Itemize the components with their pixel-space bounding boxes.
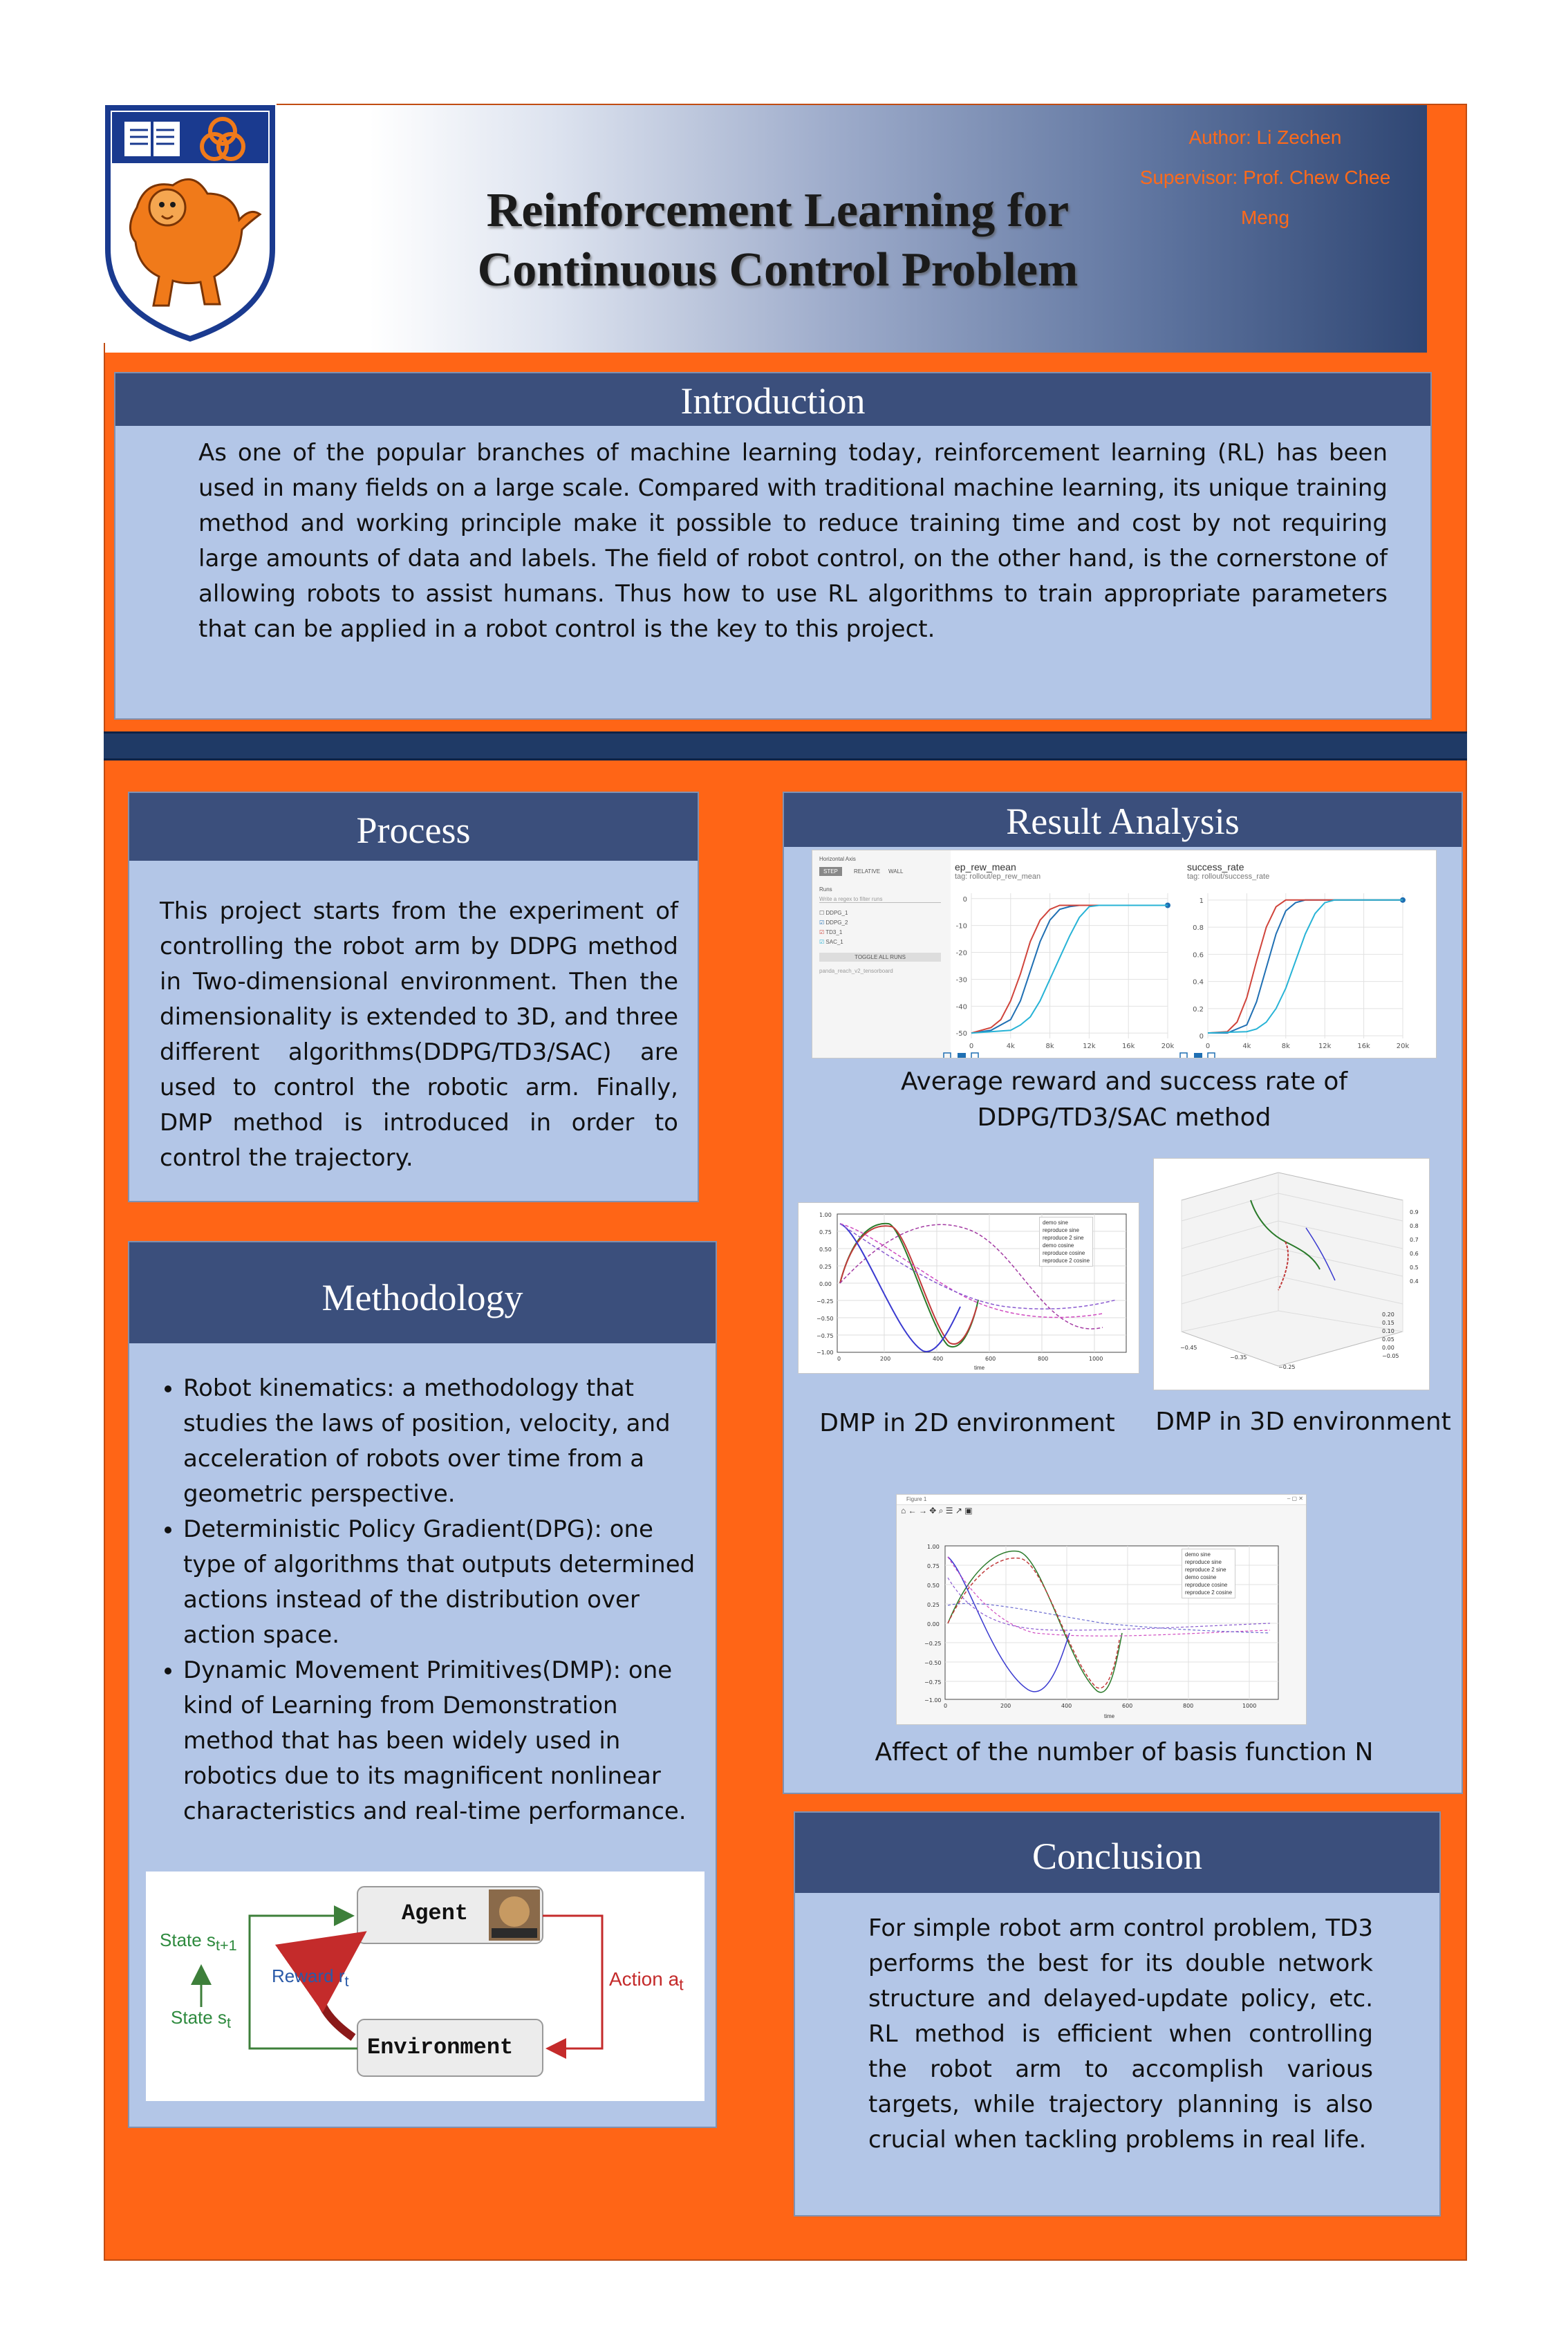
tb-run-sac[interactable]: ☑ SAC_1 (819, 939, 843, 945)
svg-text:−0.25: −0.25 (924, 1641, 942, 1647)
svg-text:0.6: 0.6 (1410, 1251, 1419, 1257)
svg-text:0.00: 0.00 (927, 1621, 940, 1627)
svg-text:0.75: 0.75 (819, 1229, 832, 1235)
caption-average-reward-line2: DDPG/TD3/SAC method (977, 1103, 1271, 1132)
svg-text:0: 0 (837, 1356, 841, 1362)
chart1-ytick-label: 0 (1199, 1033, 1204, 1041)
chart-reward-tag: tag: rollout/ep_rew_mean (955, 872, 1041, 881)
svg-text:1.00: 1.00 (927, 1544, 940, 1550)
expand-icon (1180, 1053, 1187, 1058)
svg-text:0.00: 0.00 (1382, 1345, 1394, 1351)
svg-text:0.7: 0.7 (1410, 1237, 1419, 1243)
caption-dmp-2d: DMP in 2D environment (819, 1409, 1115, 1437)
university-crest-icon (104, 104, 277, 343)
svg-text:400: 400 (1061, 1703, 1072, 1709)
zoom-icon[interactable]: ⌕ (938, 1506, 944, 1515)
figure-xlabel: time (1104, 1713, 1115, 1719)
caption-average-reward (812, 1064, 1437, 1136)
chart1-xtick-label: 0 (1205, 1043, 1211, 1050)
process-heading: Process (129, 793, 698, 861)
chart0-xtick-label: 12k (1083, 1043, 1096, 1050)
chart1-ytick-label: 0.2 (1193, 1005, 1204, 1014)
svg-text:600: 600 (985, 1356, 996, 1362)
methodology-list (143, 1371, 696, 1829)
process-panel (128, 792, 699, 1202)
chart1-xtick-label: 4k (1242, 1043, 1251, 1050)
chart0-ytick-label: -20 (955, 949, 967, 958)
svg-text:0.25: 0.25 (927, 1602, 940, 1608)
chart0-series-line (971, 906, 1168, 1034)
chart0-xtick-label: 4k (1006, 1043, 1015, 1050)
svg-text:0.75: 0.75 (927, 1563, 940, 1569)
svg-text:0.9: 0.9 (1410, 1209, 1419, 1215)
svg-text:0.05: 0.05 (1382, 1336, 1394, 1343)
chart1-xtick-label: 12k (1318, 1043, 1332, 1050)
figure-window (896, 1494, 1307, 1725)
chart0-ytick-label: -10 (955, 922, 967, 931)
window-controls-icon[interactable]: – ▢ ✕ (1287, 1495, 1303, 1502)
figure-legend: demo sine reproduce sine reproduce 2 sine demo cosine reproduce cosine reproduce 2 cosine (1182, 1549, 1235, 1598)
svg-text:0.4: 0.4 (1410, 1278, 1419, 1285)
title-line-1: Reinforcement Learning for (486, 184, 1070, 237)
caption-basis-function: Affect of the number of basis function N (875, 1738, 1374, 1766)
result-analysis-panel (783, 792, 1463, 1794)
conclusion-text: For simple robot arm control problem, TD3 performs the best for its double network structure and delayed-update policy, etc. RL method is efficient when controlling the robot arm to accomplish various targets, while trajectory planning is also crucial when tackling problems in real life. (868, 1914, 1373, 2154)
svg-text:−0.25: −0.25 (816, 1298, 834, 1305)
data-table-icon (958, 1053, 966, 1058)
chart1-series-line (1208, 900, 1403, 1033)
svg-text:0.25: 0.25 (819, 1264, 832, 1270)
svg-text:0.8: 0.8 (1410, 1223, 1419, 1229)
svg-text:0.20: 0.20 (1382, 1312, 1394, 1318)
svg-text:−0.05: −0.05 (1382, 1353, 1399, 1359)
svg-text:0.10: 0.10 (1382, 1328, 1394, 1334)
rl-loop-diagram (146, 1872, 704, 2101)
introduction-heading: Introduction (115, 373, 1430, 426)
caption-average-reward-line1: Average reward and success rate of (900, 1067, 1348, 1096)
svg-text:200: 200 (1000, 1703, 1011, 1709)
dmp-3d-plot (1153, 1158, 1430, 1390)
fit-domain-icon (1208, 1053, 1215, 1058)
svg-text:0: 0 (944, 1703, 948, 1709)
chart1-series-line (1208, 900, 1403, 1033)
author-name: Author: Li Zechen (1188, 127, 1342, 148)
chart0-xtick-label: 0 (969, 1043, 974, 1050)
chart0-ytick-label: 0 (962, 895, 967, 904)
chart0-xtick-label: 16k (1121, 1043, 1135, 1050)
process-text: This project starts from the experiment of controlling the robot arm by DDPG method in Two-dimensional environment. Then the dimensionality is extended to 3D, and three different algorithms(DDPG/TD3/SAC) are used to control the robotic arm. Finally, DMP method is introduced in order to control the trajectory. (160, 897, 678, 1172)
methodology-item-dpg: • Deterministic Policy Gradient(DPG): one type of algorithms that outputs determined actions instead of the distribution over action space. (183, 1512, 696, 1653)
action-label: Action $a_t$ (609, 1968, 684, 1994)
tb-toggle-all-button[interactable]: TOGGLE ALL RUNS (819, 953, 941, 962)
chart1-ytick-label: 1 (1199, 897, 1204, 905)
introduction-text: As one of the popular branches of machine learning today, reinforcement learning (RL) has been used in many fields on a large scale. Compared with traditional machine learning, its unique training method and working principle make it possible to reduce training time and cost by not requiring large amounts of data and labels. The field of robot control, on the other hand, is the cornerstone of allowing robots to assist humans. Thus how to use RL algorithms to train appropriate parameters that can be applied in a robot control is the key to this project. (198, 439, 1388, 643)
svg-text:1000: 1000 (1242, 1703, 1257, 1709)
chart0-ytick-label: -40 (955, 1003, 967, 1011)
pan-icon[interactable]: ✥ (929, 1506, 937, 1515)
svg-text:−0.25: −0.25 (1278, 1364, 1296, 1370)
edit-curve-icon[interactable]: ↗ (955, 1506, 962, 1515)
agent-label: Agent (402, 1901, 469, 1926)
fit-domain-icon (971, 1053, 978, 1058)
svg-text:0.50: 0.50 (819, 1247, 832, 1253)
svg-text:0.00: 0.00 (819, 1281, 832, 1287)
dmp-2d-xlabel: time (974, 1365, 985, 1371)
tb-runs-label: Runs (819, 886, 832, 893)
methodology-panel (128, 1241, 717, 2128)
tb-axis-toggle: Horizontal Axis (819, 856, 856, 862)
chart-success-title: success_rate (1187, 861, 1244, 872)
data-table-icon (1194, 1053, 1202, 1058)
state-label: State $s_t$ (171, 2007, 231, 2032)
svg-text:800: 800 (1183, 1703, 1194, 1709)
reward-label: Reward $r_t$ (272, 1966, 349, 1990)
svg-text:−0.50: −0.50 (816, 1316, 834, 1322)
methodology-list-wrap (143, 1371, 696, 1829)
tb-tab-wall[interactable]: WALL (888, 868, 904, 875)
state-next-label: State $s_{t+1}$ (160, 1930, 237, 1954)
methodology-item-kinematics: • Robot kinematics: a methodology that studies the laws of position, velocity, and acceleration of robots over time from a geometric perspective. (183, 1371, 696, 1512)
save-icon[interactable]: ▣ (964, 1506, 973, 1515)
chart1-ytick-label: 0.6 (1193, 951, 1204, 960)
chart0-xtick-label: 20k (1161, 1043, 1175, 1050)
caption-dmp-3d: DMP in 3D environment (1155, 1408, 1451, 1436)
svg-text:200: 200 (880, 1356, 891, 1362)
dmp-2d-legend: demo sine reproduce sine reproduce 2 sine demo cosine reproduce cosine reproduce 2 cosine (1039, 1217, 1093, 1267)
tb-run-path: panda_reach_v2_tensorboard (819, 968, 893, 974)
chart0-xtick-label: 8k (1045, 1043, 1054, 1050)
conclusion-panel (794, 1811, 1441, 2216)
svg-text:−0.75: −0.75 (924, 1679, 942, 1686)
svg-text:−0.45: −0.45 (1180, 1345, 1197, 1351)
svg-text:400: 400 (933, 1356, 944, 1362)
tb-filter-input[interactable]: Write a regex to filter runs (819, 896, 941, 903)
tb-tab-step[interactable]: STEP (819, 867, 842, 876)
chart0-series-line (971, 906, 1168, 1034)
section-divider (104, 731, 1467, 760)
methodology-heading: Methodology (129, 1242, 716, 1343)
tb-run-ddpg1[interactable]: ☐ DDPG_1 (819, 910, 848, 916)
expand-icon (944, 1053, 951, 1058)
svg-text:0.50: 0.50 (927, 1583, 940, 1589)
configure-icon[interactable]: ☰ (945, 1506, 953, 1515)
tensorboard-screenshot (812, 850, 1437, 1058)
environment-label: Environment (367, 2035, 514, 2060)
svg-text:−0.35: −0.35 (1230, 1354, 1247, 1361)
chart1-xtick-label: 16k (1357, 1043, 1370, 1050)
svg-text:−1.00: −1.00 (924, 1697, 942, 1704)
methodology-item-dmp: • Dynamic Movement Primitives(DMP): one kind of Learning from Demonstration method that has been widely used in robotics due to its magnificent nonlinear characteristics and real-time performance. (183, 1653, 696, 1829)
chart-reward-title: ep_rew_mean (955, 861, 1016, 872)
svg-text:−1.00: −1.00 (816, 1350, 834, 1356)
tb-run-td3[interactable]: ☑ TD3_1 (819, 929, 843, 935)
tb-tab-relative[interactable]: RELATIVE (854, 868, 881, 875)
dmp-2d-plot (798, 1202, 1139, 1374)
chart1-ytick-label: 0.4 (1193, 978, 1204, 987)
result-analysis-heading: Result Analysis (784, 793, 1462, 847)
chart0-series-line (971, 906, 1168, 1034)
svg-text:1000: 1000 (1089, 1356, 1103, 1362)
chart1-xtick-label: 8k (1281, 1043, 1290, 1050)
svg-text:600: 600 (1122, 1703, 1133, 1709)
home-icon[interactable]: ⌂ (901, 1506, 906, 1515)
svg-text:0.15: 0.15 (1382, 1320, 1394, 1326)
chart-success-tag: tag: rollout/success_rate (1187, 872, 1270, 881)
svg-text:−0.75: −0.75 (816, 1333, 834, 1339)
supervisor-name: Supervisor: Prof. Chew Chee Meng (1139, 167, 1391, 228)
svg-text:1.00: 1.00 (819, 1212, 832, 1218)
forward-arrow-icon[interactable]: → (918, 1506, 927, 1515)
chart1-xtick-label: 20k (1396, 1043, 1410, 1050)
svg-text:800: 800 (1038, 1356, 1049, 1362)
figure-titlebar: Figure 1 – ▢ ✕ (897, 1495, 1307, 1505)
svg-text:0.5: 0.5 (1410, 1264, 1419, 1271)
poster-title (387, 181, 1168, 300)
conclusion-heading: Conclusion (795, 1813, 1439, 1893)
chart1-ytick-label: 0.8 (1193, 924, 1204, 933)
svg-text:−0.50: −0.50 (924, 1660, 942, 1666)
back-arrow-icon[interactable]: ← (908, 1506, 917, 1515)
chart0-ytick-label: -50 (955, 1030, 967, 1038)
title-line-2: Continuous Control Problem (477, 243, 1079, 297)
tensorboard-charts (812, 850, 1437, 1058)
chart1-series-line (1208, 900, 1403, 1033)
tb-run-ddpg2[interactable]: ☑ DDPG_2 (819, 920, 848, 926)
chart0-ytick-label: -30 (955, 976, 967, 984)
introduction-panel (114, 372, 1432, 720)
